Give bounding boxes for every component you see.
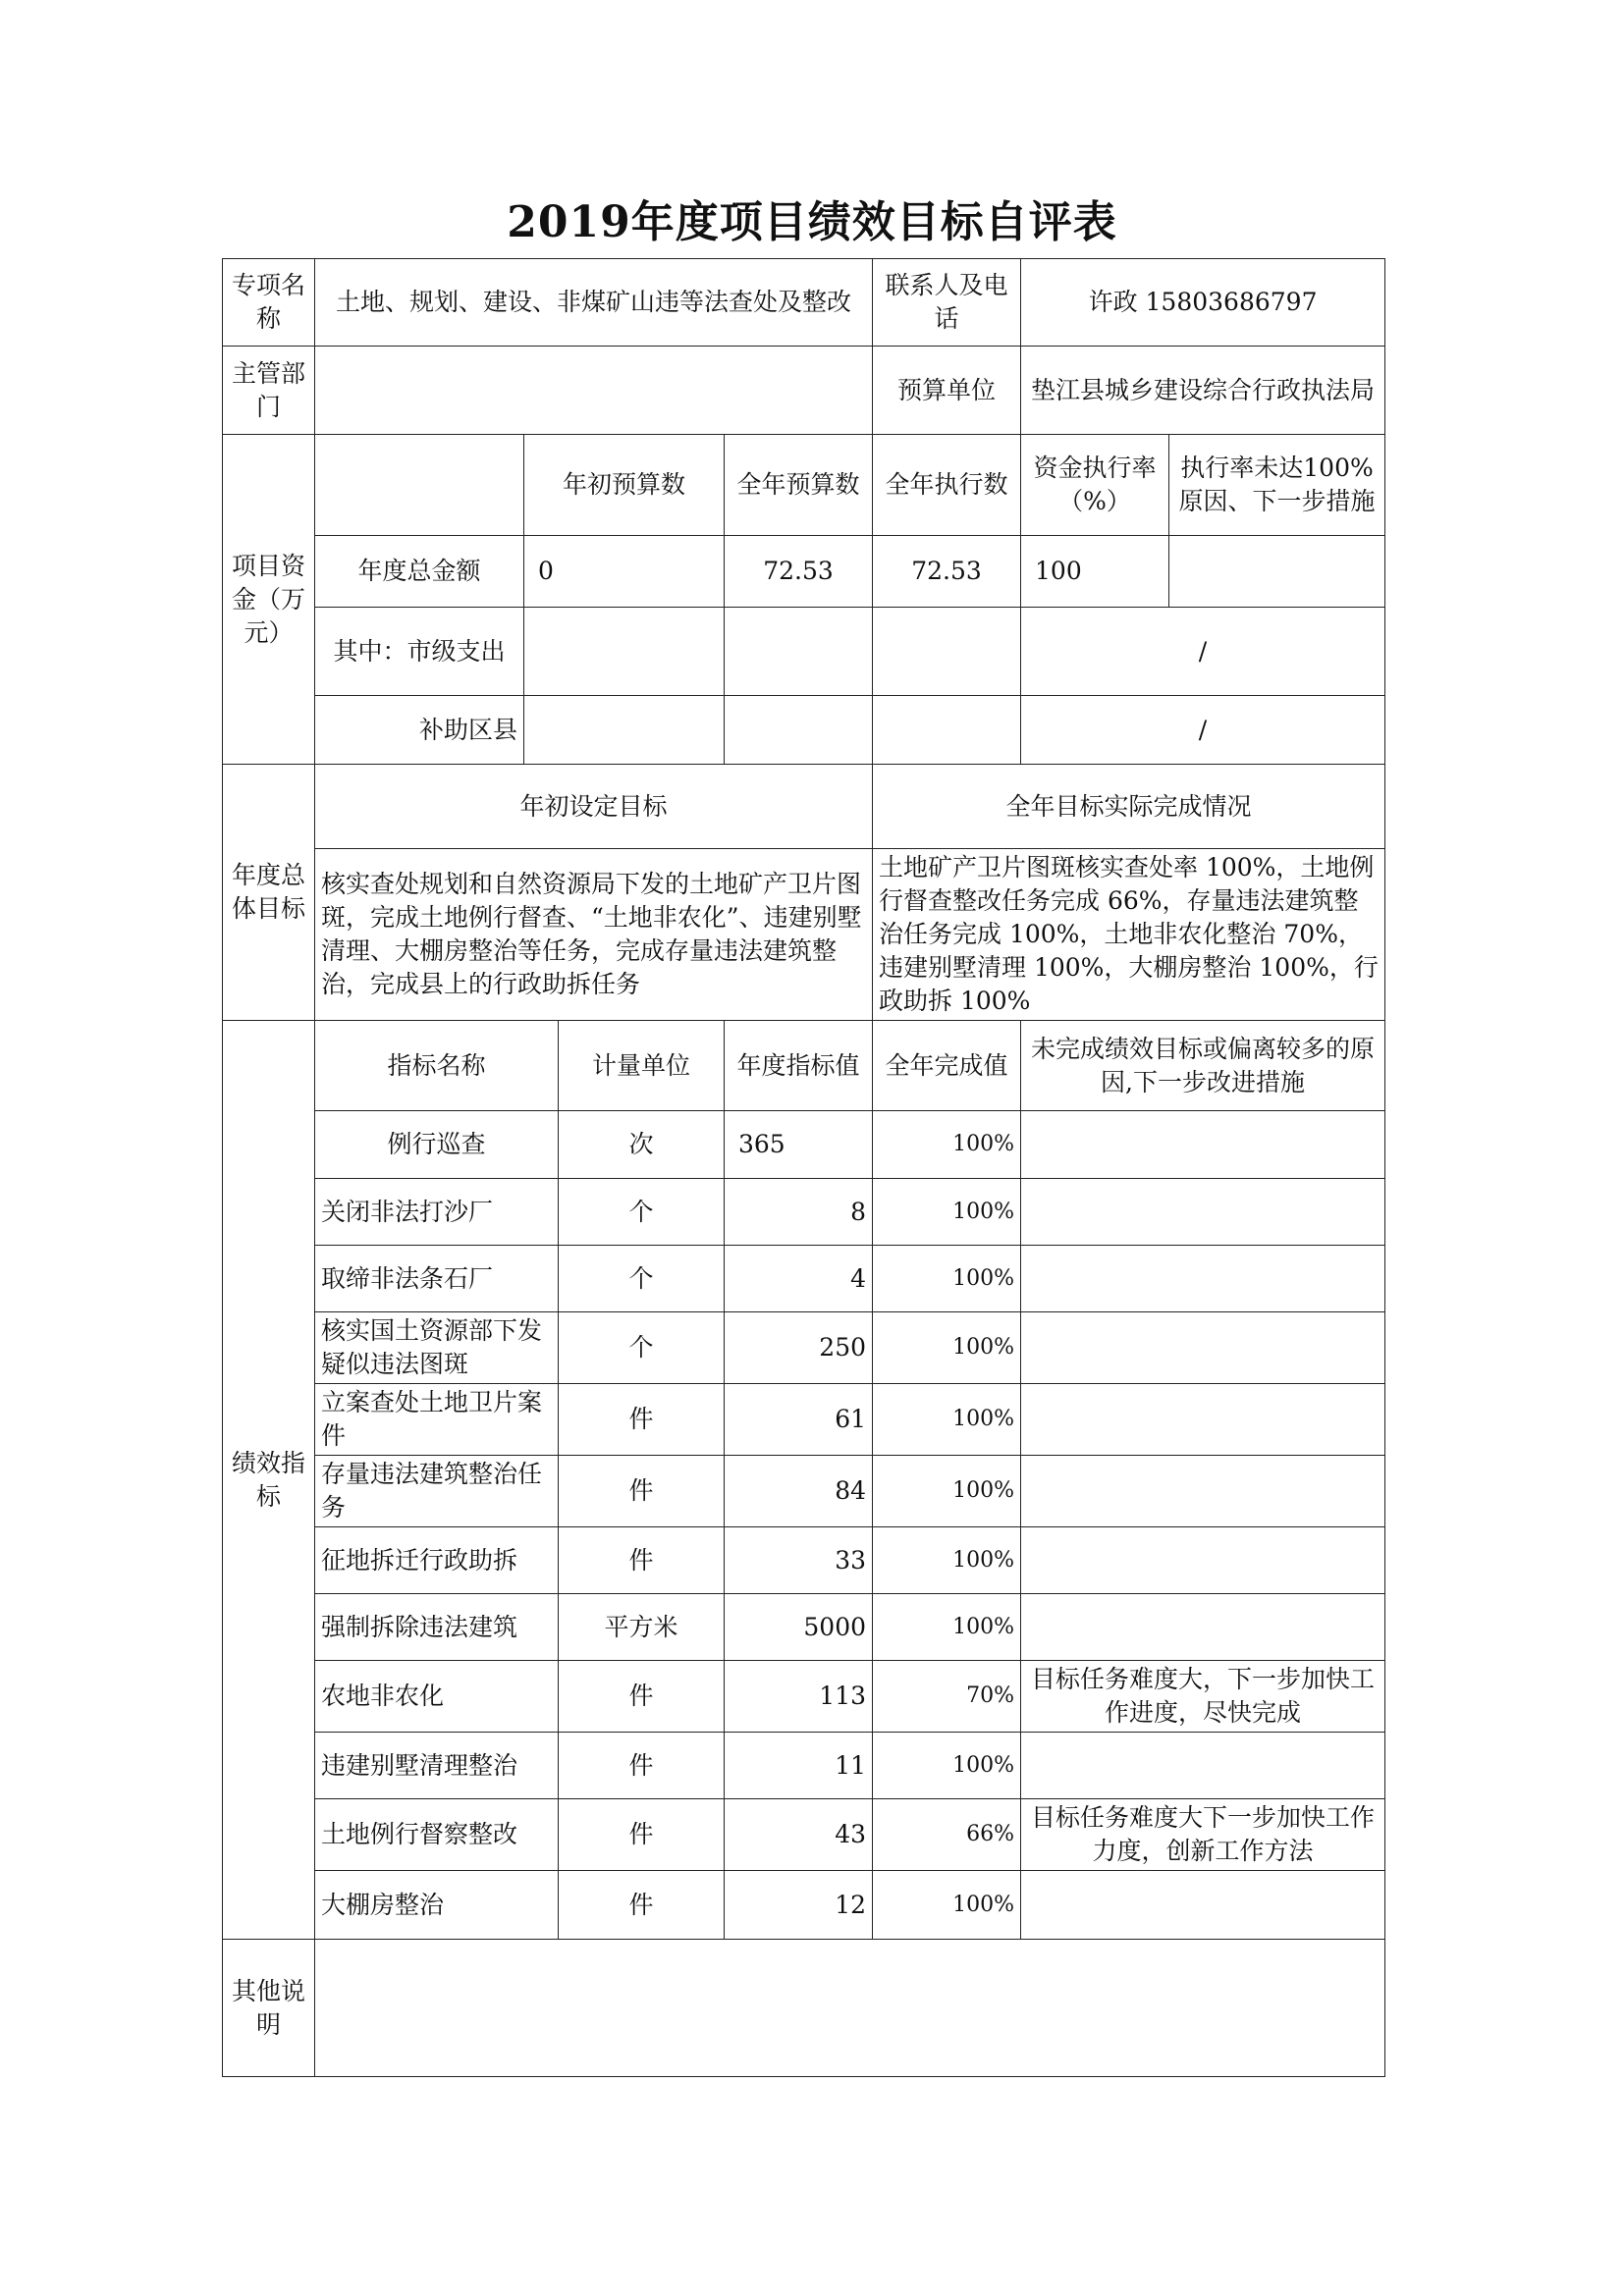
goals-label: 年度总体目标 xyxy=(223,765,315,1021)
ind-note xyxy=(1021,1527,1385,1594)
indicators-label: 绩效指标 xyxy=(223,1021,315,1940)
other-label: 其他说明 xyxy=(223,1940,315,2077)
ind-name: 取缔非法条石厂 xyxy=(315,1246,559,1312)
funds-header-annual: 全年预算数 xyxy=(725,435,873,536)
ind-unit: 个 xyxy=(559,1179,725,1246)
ind-unit: 件 xyxy=(559,1384,725,1456)
ind-target: 12 xyxy=(725,1871,873,1940)
ind-done: 70% xyxy=(873,1661,1021,1733)
ind-done: 66% xyxy=(873,1799,1021,1871)
ind-unit: 件 xyxy=(559,1871,725,1940)
ind-done: 100% xyxy=(873,1312,1021,1384)
funds-row-annual xyxy=(725,696,873,765)
page-title: 2019年度项目绩效目标自评表 xyxy=(507,197,1117,247)
goals-actual-header: 全年目标实际完成情况 xyxy=(873,765,1385,849)
ind-note xyxy=(1021,1111,1385,1179)
ind-unit: 平方米 xyxy=(559,1594,725,1661)
ind-note xyxy=(1021,1456,1385,1527)
ind-done: 100% xyxy=(873,1246,1021,1312)
ind-unit: 件 xyxy=(559,1456,725,1527)
ind-done: 100% xyxy=(873,1871,1021,1940)
ind-unit: 件 xyxy=(559,1527,725,1594)
funds-header-blank xyxy=(315,435,524,536)
goals-actual-text: 土地矿产卫片图斑核实查处率 100%，土地例行督查整改任务完成 66%，存量违法建筑整治任务完成 100%，土地非农化整治 70%，违建别墅清理 100%，大棚房整治 100%，行政助拆 100% xyxy=(873,849,1385,1021)
ind-note: 目标任务难度大下一步加快工作力度，创新工作方法 xyxy=(1021,1799,1385,1871)
ind-unit: 个 xyxy=(559,1312,725,1384)
ind-target: 61 xyxy=(725,1384,873,1456)
funds-row-name: 其中：市级支出 xyxy=(315,608,524,696)
ind-done: 100% xyxy=(873,1384,1021,1456)
funds-row-rate: 100 xyxy=(1021,536,1169,608)
ind-done: 100% xyxy=(873,1733,1021,1799)
department-value xyxy=(315,347,873,435)
ind-target: 113 xyxy=(725,1661,873,1733)
funds-label: 项目资金（万元） xyxy=(223,435,315,765)
ind-name: 土地例行督察整改 xyxy=(315,1799,559,1871)
ind-target: 43 xyxy=(725,1799,873,1871)
funds-row-initial xyxy=(524,608,725,696)
ind-header-name: 指标名称 xyxy=(315,1021,559,1111)
funds-header-rate: 资金执行率（%） xyxy=(1021,435,1169,536)
ind-done: 100% xyxy=(873,1111,1021,1179)
ind-name: 征地拆迁行政助拆 xyxy=(315,1527,559,1594)
ind-note xyxy=(1021,1733,1385,1799)
ind-name: 例行巡查 xyxy=(315,1111,559,1179)
funds-row-name: 补助区县 xyxy=(315,696,524,765)
funds-row-initial xyxy=(524,696,725,765)
ind-done: 100% xyxy=(873,1527,1021,1594)
ind-target: 11 xyxy=(725,1733,873,1799)
ind-name: 农地非农化 xyxy=(315,1661,559,1733)
ind-name: 存量违法建筑整治任务 xyxy=(315,1456,559,1527)
ind-done: 100% xyxy=(873,1179,1021,1246)
department-label: 主管部门 xyxy=(223,347,315,435)
funds-header-executed: 全年执行数 xyxy=(873,435,1021,536)
funds-row-name: 年度总金额 xyxy=(315,536,524,608)
ind-name: 关闭非法打沙厂 xyxy=(315,1179,559,1246)
funds-header-initial: 年初预算数 xyxy=(524,435,725,536)
ind-header-done: 全年完成值 xyxy=(873,1021,1021,1111)
project-name-value: 土地、规划、建设、非煤矿山违等法查处及整改 xyxy=(315,259,873,347)
ind-done: 100% xyxy=(873,1456,1021,1527)
funds-row-reason xyxy=(1169,536,1385,608)
ind-note xyxy=(1021,1594,1385,1661)
funds-row-initial: 0 xyxy=(524,536,725,608)
project-name-label: 专项名称 xyxy=(223,259,315,347)
contact-label: 联系人及电话 xyxy=(873,259,1021,347)
ind-target: 33 xyxy=(725,1527,873,1594)
funds-header-reason: 执行率未达100%原因、下一步措施 xyxy=(1169,435,1385,536)
ind-done: 100% xyxy=(873,1594,1021,1661)
funds-row-annual: 72.53 xyxy=(725,536,873,608)
funds-row-rate-reason: / xyxy=(1021,696,1385,765)
goals-set-text: 核实查处规划和自然资源局下发的土地矿产卫片图斑，完成土地例行督查、“土地非农化”、违建别墅清理、大棚房整治等任务，完成存量违法建筑整治，完成县上的行政助拆任务 xyxy=(315,849,873,1021)
ind-note: 目标任务难度大，下一步加快工作进度，尽快完成 xyxy=(1021,1661,1385,1733)
ind-note xyxy=(1021,1871,1385,1940)
ind-note xyxy=(1021,1179,1385,1246)
ind-target: 84 xyxy=(725,1456,873,1527)
funds-row-rate-reason: / xyxy=(1021,608,1385,696)
ind-unit: 次 xyxy=(559,1111,725,1179)
contact-value: 许政 15803686797 xyxy=(1021,259,1385,347)
budget-unit-value: 垫江县城乡建设综合行政执法局 xyxy=(1021,347,1385,435)
ind-target: 250 xyxy=(725,1312,873,1384)
ind-target: 8 xyxy=(725,1179,873,1246)
ind-name: 大棚房整治 xyxy=(315,1871,559,1940)
ind-note xyxy=(1021,1312,1385,1384)
ind-header-note: 未完成绩效目标或偏离较多的原因,下一步改进措施 xyxy=(1021,1021,1385,1111)
ind-target: 5000 xyxy=(725,1594,873,1661)
ind-unit: 个 xyxy=(559,1246,725,1312)
funds-row-executed: 72.53 xyxy=(873,536,1021,608)
ind-name: 核实国土资源部下发疑似违法图斑 xyxy=(315,1312,559,1384)
ind-note xyxy=(1021,1384,1385,1456)
ind-unit: 件 xyxy=(559,1733,725,1799)
funds-row-executed xyxy=(873,608,1021,696)
ind-header-target: 年度指标值 xyxy=(725,1021,873,1111)
goals-set-header: 年初设定目标 xyxy=(315,765,873,849)
funds-row-executed xyxy=(873,696,1021,765)
budget-unit-label: 预算单位 xyxy=(873,347,1021,435)
ind-name: 违建别墅清理整治 xyxy=(315,1733,559,1799)
ind-unit: 件 xyxy=(559,1661,725,1733)
other-value xyxy=(315,1940,1385,2077)
self-evaluation-table xyxy=(222,258,1385,2077)
ind-target: 365 xyxy=(725,1111,873,1179)
ind-target: 4 xyxy=(725,1246,873,1312)
ind-name: 强制拆除违法建筑 xyxy=(315,1594,559,1661)
ind-note xyxy=(1021,1246,1385,1312)
funds-row-annual xyxy=(725,608,873,696)
ind-unit: 件 xyxy=(559,1799,725,1871)
ind-name: 立案查处土地卫片案件 xyxy=(315,1384,559,1456)
ind-header-unit: 计量单位 xyxy=(559,1021,725,1111)
